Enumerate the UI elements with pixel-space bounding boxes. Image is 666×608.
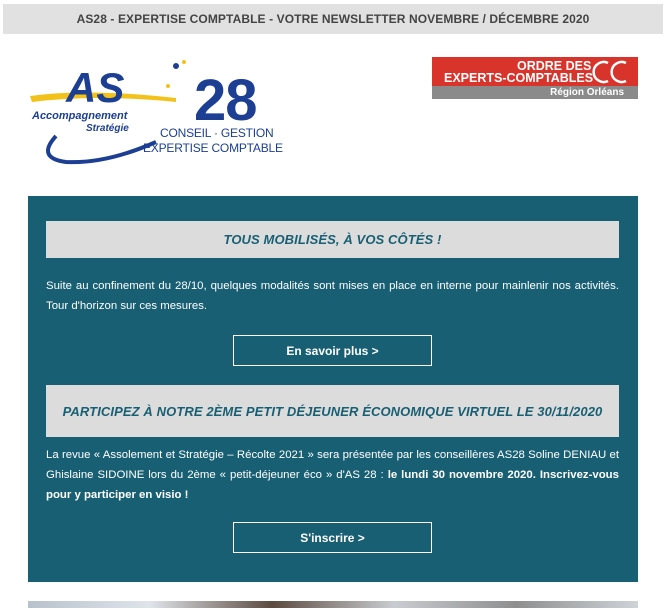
section2-body-text: La revue « Assolement et Stratégie – Récolte 2021 » sera présentée par les conseillères AS28 Soline DENIAU et Ghislaine SIDOINE lors du 2ème « petit-déjeuner éco » d'AS 28 : xyxy=(46,449,619,481)
section2-body xyxy=(46,445,619,505)
ordre-line-2: EXPERTS-COMPTABLES xyxy=(444,71,594,85)
ordre-ec-icon xyxy=(588,59,634,85)
section2-heading-box xyxy=(46,385,619,437)
bottom-photo-banner xyxy=(28,601,638,608)
ordre-experts-comptables-logo[interactable] xyxy=(432,57,638,99)
section2-body-bold: le lundi 30 novembre 2020. Inscrivez-vous pour y participer en visio ! xyxy=(46,469,619,501)
section1-heading-box xyxy=(46,221,619,258)
logo-number: 28 xyxy=(194,68,257,133)
register-label: S'inscrire > xyxy=(300,530,365,545)
learn-more-label: En savoir plus > xyxy=(286,343,379,358)
section2-heading: PARTICIPEZ À NOTRE 2ÈME PETIT DÉJEUNER ÉCONOMIQUE VIRTUEL LE 30/11/2020 xyxy=(62,403,603,419)
logo-tagline-2: EXPERTISE COMPTABLE xyxy=(143,141,283,155)
section1-heading: TOUS MOBILISÉS, À VOS CÔTÉS ! xyxy=(223,232,442,247)
newsletter-header-bar xyxy=(3,4,663,34)
register-button[interactable] xyxy=(233,522,432,553)
ordre-region: Région Orléans xyxy=(432,86,638,99)
logo-tagline-1: CONSEIL · GESTION xyxy=(160,126,274,140)
newsletter-content-panel xyxy=(28,196,638,582)
newsletter-title: AS28 - EXPERTISE COMPTABLE - VOTRE NEWSLETTER NOVEMBRE / DÉCEMBRE 2020 xyxy=(76,12,590,26)
as28-logo[interactable] xyxy=(26,58,283,168)
learn-more-button[interactable] xyxy=(233,335,432,366)
logo-strategie: Stratégie xyxy=(86,123,129,134)
svg-text:AS: AS xyxy=(66,64,125,111)
ordre-line-1: ORDRE DES xyxy=(517,59,592,73)
logo-accompagnement: Accompagnement xyxy=(32,110,128,122)
section1-body: Suite au confinement du 28/10, quelques modalités sont mises en place en interne pour mainlenir nos activités. Tour d'horizon sur ces mesures. xyxy=(46,280,619,312)
